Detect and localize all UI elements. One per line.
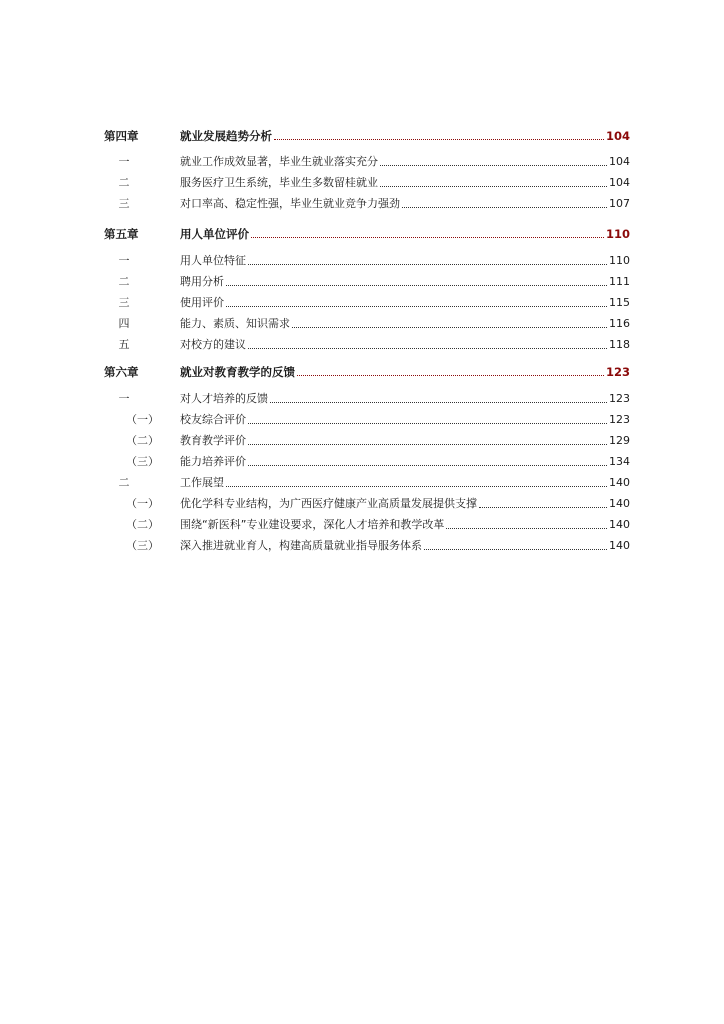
toc-page-number: 123 — [609, 392, 630, 405]
toc-page-number: 111 — [609, 275, 630, 288]
toc-entry-number: 二 — [118, 275, 130, 288]
toc-entry-title: 用人单位特征 — [180, 254, 246, 267]
toc-entry-link[interactable] — [180, 176, 630, 190]
toc-entry-link[interactable] — [180, 539, 630, 553]
toc-page-number: 129 — [609, 434, 630, 447]
toc-leader-dots — [479, 507, 607, 508]
toc-entry-number: 二 — [118, 176, 130, 189]
toc-subsection-row[interactable] — [0, 512, 724, 532]
toc-entry-number: 一 — [118, 155, 130, 168]
toc-entry-number: 第四章 — [104, 129, 139, 143]
toc-entry-link[interactable] — [180, 254, 630, 268]
toc-entry-number: （二） — [126, 434, 159, 447]
toc-entry-title: 聘用分析 — [180, 275, 224, 288]
toc-entry-link[interactable] — [180, 518, 630, 532]
toc-entry-number: （三） — [126, 455, 159, 468]
toc-entry-link[interactable] — [180, 413, 630, 427]
toc-page-number: 140 — [609, 518, 630, 531]
toc-entry-number: 第五章 — [104, 227, 139, 241]
toc-leader-dots — [270, 402, 607, 403]
toc-leader-dots — [380, 165, 607, 166]
toc-entry-number: 五 — [118, 338, 130, 351]
toc-entry-number: 三 — [118, 296, 130, 309]
toc-leader-dots — [248, 444, 607, 445]
toc-entry-number: （一） — [126, 413, 159, 426]
toc-subsection-row[interactable] — [0, 428, 724, 448]
toc-entry-number: （三） — [126, 539, 159, 552]
toc-entry-title: 能力、素质、知识需求 — [180, 317, 290, 330]
toc-entry-number: 四 — [118, 317, 130, 330]
toc-entry-link[interactable] — [180, 434, 630, 448]
toc-entry-number: 一 — [118, 254, 130, 267]
toc-entry-number: 一 — [118, 392, 130, 405]
toc-entry-title: 深入推进就业育人，构建高质量就业指导服务体系 — [180, 539, 422, 552]
toc-entry-link[interactable] — [180, 275, 630, 289]
toc-entry-title: 能力培养评价 — [180, 455, 246, 468]
toc-page-number: 134 — [609, 455, 630, 468]
toc-entry-title: 服务医疗卫生系统，毕业生多数留桂就业 — [180, 176, 378, 189]
toc-entry-link[interactable] — [180, 455, 630, 469]
toc-chapter-row[interactable] — [0, 123, 724, 143]
toc-leader-dots — [226, 285, 607, 286]
toc-section-row[interactable] — [0, 470, 724, 490]
toc-entry-number: 第六章 — [104, 365, 139, 379]
toc-leader-dots — [251, 237, 604, 238]
toc-section-row[interactable] — [0, 269, 724, 289]
toc-entry-number: 三 — [118, 197, 130, 210]
toc-leader-dots — [424, 549, 607, 550]
toc-page-number: 104 — [609, 155, 630, 168]
toc-page-number: 140 — [609, 539, 630, 552]
toc-page-number: 118 — [609, 338, 630, 351]
toc-entry-link[interactable] — [180, 317, 630, 331]
toc-leader-dots — [380, 186, 607, 187]
toc-entry-link[interactable] — [180, 338, 630, 352]
toc-leader-dots — [274, 139, 604, 140]
toc-leader-dots — [248, 423, 607, 424]
toc-entry-title: 对校方的建议 — [180, 338, 246, 351]
toc-entry-title: 优化学科专业结构，为广西医疗健康产业高质量发展提供支撑 — [180, 497, 477, 510]
toc-leader-dots — [292, 327, 607, 328]
toc-leader-dots — [226, 306, 607, 307]
toc-chapter-row[interactable] — [0, 221, 724, 241]
toc-leader-dots — [297, 375, 604, 376]
toc-section-row[interactable] — [0, 248, 724, 268]
toc-page-number: 107 — [609, 197, 630, 210]
toc-entry-link[interactable] — [180, 476, 630, 490]
toc-leader-dots — [226, 486, 607, 487]
toc-entry-title: 使用评价 — [180, 296, 224, 309]
toc-section-row[interactable] — [0, 170, 724, 190]
toc-page-number: 110 — [609, 254, 630, 267]
toc-entry-title: 用人单位评价 — [180, 227, 249, 241]
toc-entry-link[interactable] — [180, 155, 630, 169]
toc-section-row[interactable] — [0, 290, 724, 310]
toc-entry-link[interactable] — [180, 365, 630, 379]
toc-page-number: 104 — [605, 129, 630, 143]
toc-subsection-row[interactable] — [0, 491, 724, 511]
toc-subsection-row[interactable] — [0, 533, 724, 553]
toc-page-number: 123 — [609, 413, 630, 426]
toc-page-number: 140 — [609, 497, 630, 510]
toc-page-number: 110 — [605, 227, 630, 241]
toc-page-number: 115 — [609, 296, 630, 309]
toc-subsection-row[interactable] — [0, 407, 724, 427]
toc-section-row[interactable] — [0, 149, 724, 169]
toc-entry-title: 对口率高、稳定性强，毕业生就业竞争力强劲 — [180, 197, 400, 210]
toc-entry-number: （一） — [126, 497, 159, 510]
toc-entry-title: 对人才培养的反馈 — [180, 392, 268, 405]
toc-leader-dots — [248, 348, 607, 349]
toc-entry-link[interactable] — [180, 296, 630, 310]
toc-section-row[interactable] — [0, 191, 724, 211]
toc-entry-title: 教育教学评价 — [180, 434, 246, 447]
toc-entry-link[interactable] — [180, 227, 630, 241]
toc-subsection-row[interactable] — [0, 449, 724, 469]
toc-page-number: 123 — [605, 365, 630, 379]
toc-entry-title: 就业发展趋势分析 — [180, 129, 272, 143]
toc-entry-link[interactable] — [180, 197, 630, 211]
toc-chapter-row[interactable] — [0, 359, 724, 379]
toc-page-number: 116 — [609, 317, 630, 330]
toc-entry-title: 就业工作成效显著，毕业生就业落实充分 — [180, 155, 378, 168]
toc-section-row[interactable] — [0, 386, 724, 406]
toc-leader-dots — [248, 264, 607, 265]
toc-entry-title: 就业对教育教学的反馈 — [180, 365, 295, 379]
toc-entry-link[interactable] — [180, 497, 630, 511]
toc-page-number: 104 — [609, 176, 630, 189]
toc-entry-number: 二 — [118, 476, 130, 489]
toc-entry-number: （二） — [126, 518, 159, 531]
toc-leader-dots — [446, 528, 607, 529]
toc-leader-dots — [248, 465, 607, 466]
toc-entry-title: 围绕“新医科”专业建设要求，深化人才培养和教学改革 — [180, 518, 445, 531]
toc-page-number: 140 — [609, 476, 630, 489]
toc-section-row[interactable] — [0, 311, 724, 331]
toc-entry-title: 工作展望 — [180, 476, 224, 489]
toc-entry-link[interactable] — [180, 392, 630, 406]
toc-entry-title: 校友综合评价 — [180, 413, 246, 426]
toc-section-row[interactable] — [0, 332, 724, 352]
toc-leader-dots — [402, 207, 607, 208]
toc-entry-link[interactable] — [180, 129, 630, 143]
